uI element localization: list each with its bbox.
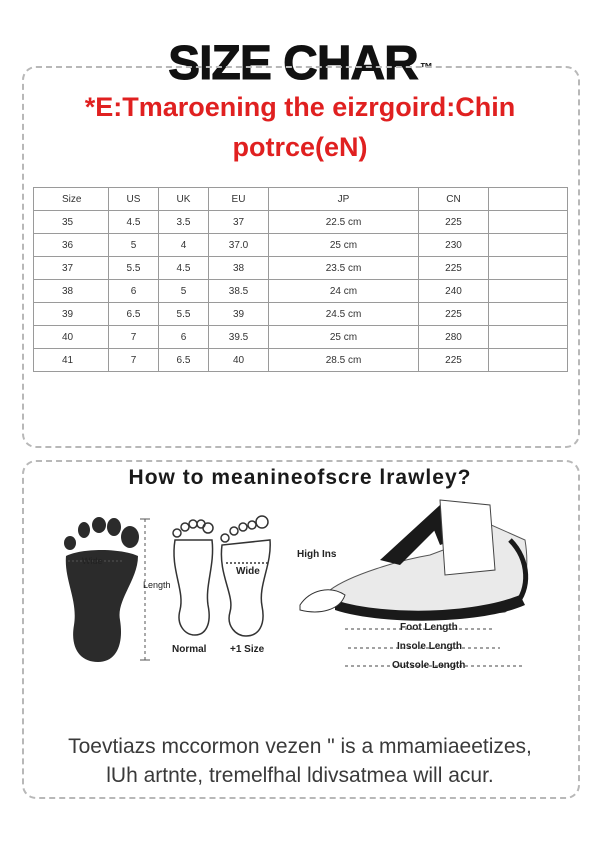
header-size: Size bbox=[34, 188, 109, 211]
table-cell: 28.5 cm bbox=[269, 349, 419, 372]
table-cell: 22.5 cm bbox=[269, 211, 419, 234]
table-cell: 240 bbox=[419, 280, 489, 303]
table-cell: 4.5 bbox=[159, 257, 209, 280]
table-cell: 5 bbox=[109, 234, 159, 257]
normal-foot-icon bbox=[173, 520, 213, 635]
table-cell: 5.5 bbox=[159, 303, 209, 326]
table-cell: 39 bbox=[34, 303, 109, 326]
table-cell: 6 bbox=[159, 326, 209, 349]
table-cell: 38 bbox=[34, 280, 109, 303]
table-cell: 4 bbox=[159, 234, 209, 257]
table-cell: 39 bbox=[209, 303, 269, 326]
table-cell: 25 cm bbox=[269, 234, 419, 257]
table-cell: 40 bbox=[34, 326, 109, 349]
table-cell: 24 cm bbox=[269, 280, 419, 303]
table-cell: 40 bbox=[209, 349, 269, 372]
footprint-icon bbox=[64, 517, 139, 662]
table-cell: 225 bbox=[419, 349, 489, 372]
header-cn: CN bbox=[419, 188, 489, 211]
title-text: SIZE CHAR bbox=[168, 37, 418, 90]
table-cell: 280 bbox=[419, 326, 489, 349]
howto-heading: How to meanineofscre lrawley? bbox=[128, 466, 472, 489]
wide-label-2: Wide bbox=[236, 566, 260, 577]
table-cell: 37 bbox=[209, 211, 269, 234]
table-cell: 7 bbox=[109, 326, 159, 349]
header-uk: UK bbox=[159, 188, 209, 211]
wide-label: Wide bbox=[82, 556, 103, 566]
table-cell: 35 bbox=[34, 211, 109, 234]
bottom-note-line-1: Toevtiazs mccormon vezen " is a mmamiaeetizes, bbox=[68, 735, 532, 758]
header-eu: EU bbox=[209, 188, 269, 211]
table-cell: 7 bbox=[109, 349, 159, 372]
header-jp: JP bbox=[269, 188, 419, 211]
table-cell: 6.5 bbox=[159, 349, 209, 372]
table-cell: 38 bbox=[209, 257, 269, 280]
table-cell: 230 bbox=[419, 234, 489, 257]
table-cell: 225 bbox=[419, 303, 489, 326]
insole-length-label: Insole Length bbox=[397, 641, 462, 652]
bottom-note-line-2: lUh artnte, tremelfhal ldivsatmea will acur. bbox=[106, 764, 494, 787]
table-cell: 25 cm bbox=[269, 326, 419, 349]
trademark-mark: ™ bbox=[419, 60, 432, 75]
table-cell: 5 bbox=[159, 280, 209, 303]
table-cell: 37 bbox=[34, 257, 109, 280]
table-cell: 36 bbox=[34, 234, 109, 257]
high-instep-label: High Ins bbox=[297, 549, 337, 560]
subtitle-line-2: potrce(eN) bbox=[232, 132, 368, 162]
subtitle-line-1: *E:Tmaroening the eizrgoird:Chin bbox=[84, 92, 516, 122]
table-cell: 38.5 bbox=[209, 280, 269, 303]
table-cell: 37.0 bbox=[209, 234, 269, 257]
outsole-length-label: Outsole Length bbox=[392, 660, 466, 671]
table-cell: 225 bbox=[419, 257, 489, 280]
table-cell: 23.5 cm bbox=[269, 257, 419, 280]
table-cell: 4.5 bbox=[109, 211, 159, 234]
table-cell: 39.5 bbox=[209, 326, 269, 349]
header-us: US bbox=[109, 188, 159, 211]
table-cell: 3.5 bbox=[159, 211, 209, 234]
plus-size-label: +1 Size bbox=[230, 644, 265, 655]
shoe-illustration bbox=[300, 500, 527, 621]
length-label: Length bbox=[143, 580, 171, 590]
table-cell: 225 bbox=[419, 211, 489, 234]
table-cell: 6.5 bbox=[109, 303, 159, 326]
foot-length-label: Foot Length bbox=[400, 622, 458, 633]
table-cell: 41 bbox=[34, 349, 109, 372]
normal-label: Normal bbox=[172, 644, 207, 655]
table-cell: 24.5 cm bbox=[269, 303, 419, 326]
table-cell: 6 bbox=[109, 280, 159, 303]
table-cell: 5.5 bbox=[109, 257, 159, 280]
